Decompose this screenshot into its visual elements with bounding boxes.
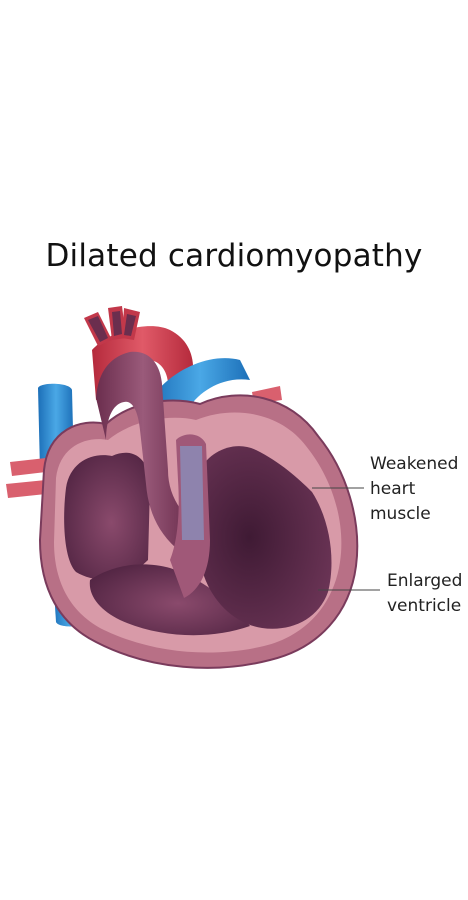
label-weakened-line1: Weakened: [370, 454, 459, 474]
label-weakened-line2: heart: [370, 479, 416, 499]
diagram-title: Dilated cardiomyopathy: [45, 238, 423, 274]
label-enlarged-ventricle: [387, 569, 462, 619]
label-enlarged-line2: ventricle: [387, 596, 462, 616]
label-weakened-line3: muscle: [370, 504, 431, 524]
pulmonary-vein-left-upper: [10, 458, 46, 476]
right-atrium: [64, 453, 150, 580]
label-enlarged-line1: Enlarged: [387, 571, 463, 591]
label-weakened-heart-muscle: [370, 452, 458, 527]
pulmonary-vein-left-lower: [6, 480, 46, 498]
